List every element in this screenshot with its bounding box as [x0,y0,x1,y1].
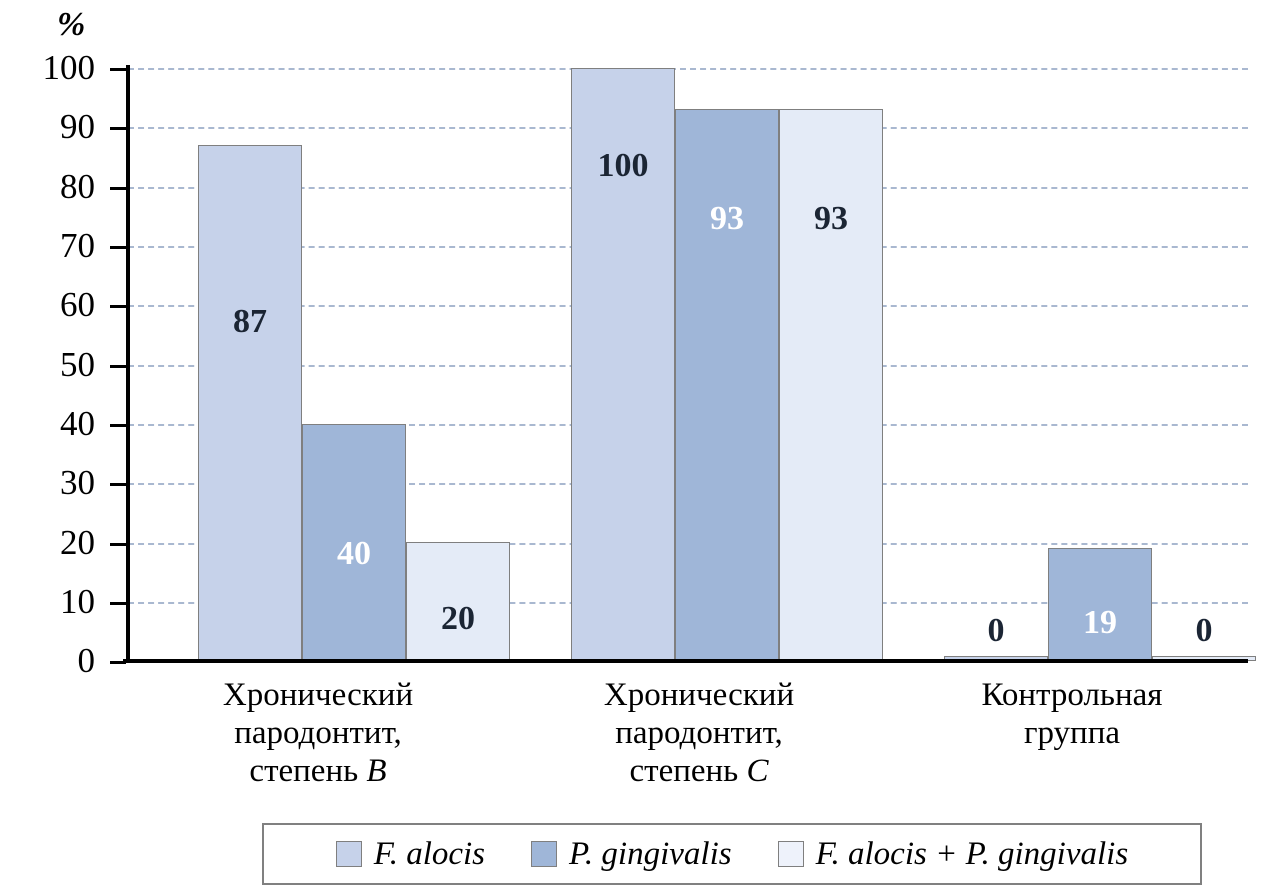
legend-label-f-alocis: F. alocis [373,835,486,872]
y-tick-label-90: 90 [60,107,95,146]
bar-g2-s2 [675,109,779,661]
y-tick-label-80: 80 [60,167,95,206]
legend-swatch-icon-f-alocis [336,841,362,867]
bar-label-g3-s1: 0 [987,612,1005,649]
y-tick-mark-60 [110,305,126,308]
bar-label-g2-s1: 100 [597,147,649,184]
x-category-label-2-line-1: Хронический [603,677,795,713]
x-category-label-3-line-2: группа [1023,715,1121,751]
x-category-label-3-line-1: Контрольная [981,677,1163,713]
y-axis-line [126,65,130,661]
x-category-label-2-line-2: пародонтит, [615,715,783,751]
y-tick-mark-50 [110,365,126,368]
x-category-label-1-line-1: Хронический [222,677,414,713]
y-tick-label-50: 50 [60,345,95,384]
bar-label-g2-s3: 93 [814,200,848,237]
y-axis-unit-label: % [57,6,86,43]
y-tick-mark-30 [110,483,126,486]
legend-item-f-alocis-p-gingivalis[interactable] [778,835,1129,872]
y-tick-mark-90 [110,127,126,130]
y-tick-mark-40 [110,424,126,427]
legend-item-p-gingivalis[interactable] [531,835,732,872]
y-tick-label-60: 60 [60,285,95,324]
bar-label-g3-s2: 19 [1083,604,1117,641]
y-tick-mark-80 [110,187,126,190]
y-tick-mark-100 [110,68,126,71]
bar-label-g1-s2: 40 [337,535,371,572]
bar-g2-s3 [779,109,883,661]
x-category-label-2 [509,676,889,790]
bar-label-g2-s2: 93 [710,200,744,237]
legend-label-p-gingivalis: P. gingivalis [569,835,732,872]
x-category-label-1 [128,676,508,790]
y-tick-mark-20 [110,543,126,546]
y-tick-mark-10 [110,602,126,605]
y-tick-label-30: 30 [60,463,95,502]
x-category-label-1-line-3: степень B [249,753,387,789]
legend-swatch-icon-f-alocis-p-gingivalis [778,841,804,867]
legend-item-f-alocis[interactable] [336,835,486,872]
bar-g1-s1 [198,145,302,661]
chart-legend [262,823,1202,885]
y-tick-label-70: 70 [60,226,95,265]
bar-label-g3-s3: 0 [1195,612,1213,649]
x-category-label-3 [882,676,1262,752]
legend-label-f-alocis-p-gingivalis: F. alocis + P. gingivalis [815,835,1129,872]
y-tick-label-0: 0 [77,641,95,680]
y-tick-mark-70 [110,246,126,249]
bar-label-g1-s3: 20 [441,600,475,637]
bar-label-g1-s1: 87 [233,303,267,340]
legend-swatch-icon-p-gingivalis [531,841,557,867]
plot-area [128,68,1248,661]
y-tick-label-20: 20 [60,523,95,562]
y-tick-label-10: 10 [60,582,95,621]
y-tick-label-40: 40 [60,404,95,443]
x-axis-line [123,659,1248,663]
x-category-label-1-line-2: пародонтит, [234,715,402,751]
y-tick-label-100: 100 [42,48,95,87]
gridline-100 [128,68,1248,70]
x-category-label-2-line-3: степень C [629,753,769,789]
